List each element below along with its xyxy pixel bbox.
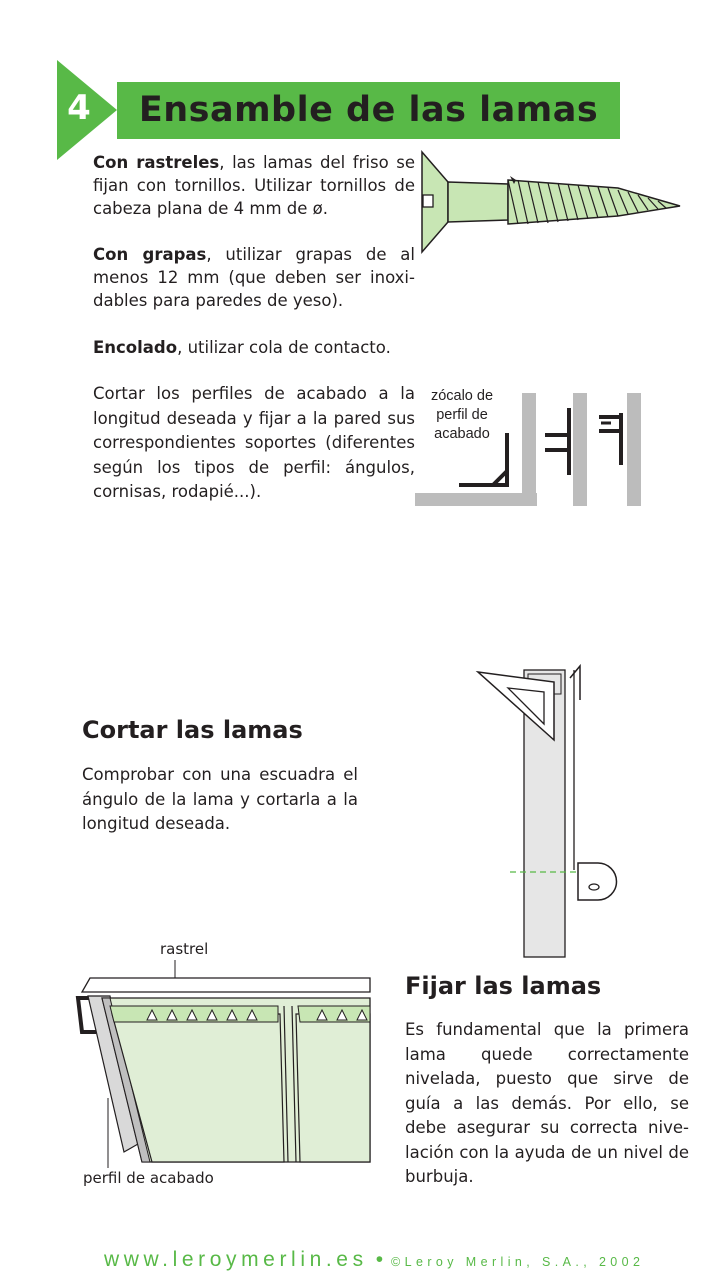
paragraph-grapas	[93, 243, 415, 312]
cut-text: Comprobar con una escuadra el ángulo de la lama y cortarla a la longitud deseada.	[82, 765, 358, 833]
bold-encolado: Encolado	[93, 338, 178, 357]
screw-illustration	[418, 150, 688, 260]
bold-grapas: Con grapas	[93, 245, 207, 264]
footer	[104, 1248, 644, 1272]
cut-heading: Cortar las lamas	[82, 716, 303, 744]
square-cut-illustration	[470, 660, 620, 960]
paragraph-perfiles: Cortar los perfiles de acabado a la longitud deseada y fijar a la pared sus correspondientes soportes (diferentes según los tipos de perfil: ángulos, cornisas, rodapié...).	[93, 384, 415, 501]
footer-separator: •	[375, 1248, 384, 1271]
panel-fixing-illustration	[72, 958, 372, 1168]
finishing-profiles-illustration	[415, 393, 655, 508]
footer-url[interactable]: www.leroymerlin.es	[104, 1248, 368, 1271]
zocalo-label: zócalo de perfil de acabado	[430, 388, 494, 442]
paragraph-rastreles	[93, 151, 415, 220]
text-grapas: , utilizar grapas de al menos 12 mm (que deben ser inoxidables para paredes de yeso).	[93, 245, 415, 310]
bold-rastreles: Con rastreles	[93, 153, 220, 172]
paragraph-encolado	[93, 336, 415, 359]
text-rastreles: , las lamas del friso se fijan con tornillos. Utilizar tornillos de cabeza plana de 4 mm de ø.	[93, 153, 415, 218]
fix-heading: Fijar las lamas	[405, 972, 602, 1000]
perfil-label: perfil de acabado	[83, 1169, 214, 1187]
fix-text: Es fundamental que la primera lama quede correctamente nivelada, puesto que sirve de guía a las demás. Por ello, se debe asegurar su correcta nivelación con la ayuda de un nivel de burbuja.	[405, 1020, 689, 1186]
text-encolado: , utilizar cola de contacto.	[177, 338, 391, 357]
step-number: 4	[67, 88, 91, 128]
footer-copyright: ©Leroy Merlin, S.A., 2002	[391, 1255, 645, 1269]
rastrel-label: rastrel	[160, 940, 209, 958]
page-title: Ensamble de las lamas	[138, 90, 599, 130]
